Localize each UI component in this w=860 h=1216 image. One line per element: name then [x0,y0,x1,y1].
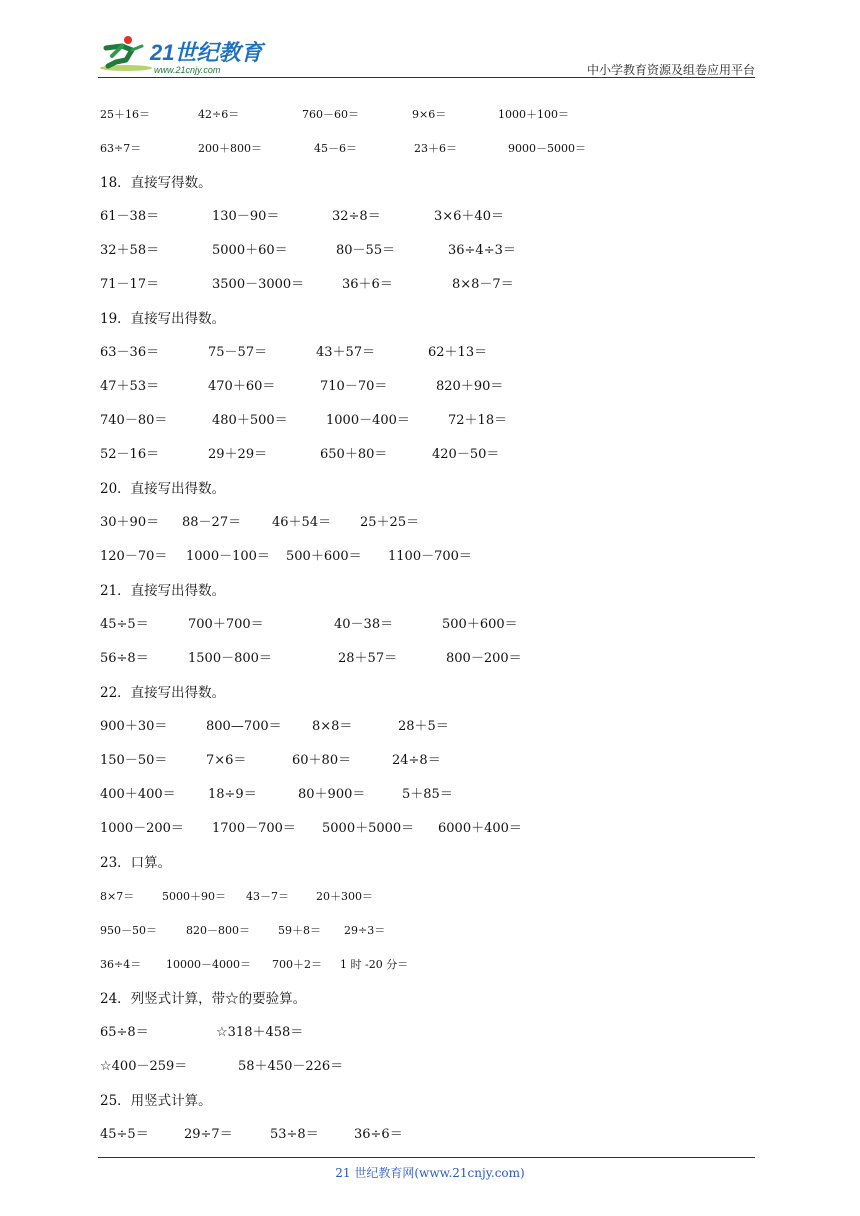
equation-item: ☆400－259＝ [100,1059,188,1074]
equation-item: 1000＋100＝ [498,108,569,121]
equation-item: 130－90＝ [212,209,280,224]
equation-item: 80－55＝ [336,243,396,258]
equation-item: 80＋900＝ [298,787,366,802]
equation-item: 1000－400＝ [326,413,410,428]
equation-row [100,608,750,642]
equation-item: 500＋600＝ [286,549,362,564]
equation-row [100,642,750,676]
equation-item: 36÷4÷3＝ [448,243,516,258]
equation-item: 32＋58＝ [100,243,160,258]
equation-item: 760－60＝ [302,108,359,121]
equation-item: 45÷5＝ [100,1127,149,1142]
equation-item: 820－800＝ [186,924,250,937]
equation-item: 30＋90＝ [100,515,160,530]
question-title: 23．口算。 [100,855,172,871]
equation-item: 42÷6＝ [198,108,240,121]
equation-item: 400＋400＝ [100,787,176,802]
footer-divider [98,1157,755,1158]
equation-row [100,132,750,166]
logo-url: www.21cnjy.com [154,65,221,75]
equation-item: 20＋300＝ [316,890,373,903]
equation-item: 29÷3＝ [344,924,386,937]
equation-item: 45－6＝ [314,142,357,155]
equation-item: 52－16＝ [100,447,160,462]
equation-item: 46＋54＝ [272,515,332,530]
equation-item: 43＋57＝ [316,345,376,360]
equation-item: 18÷9＝ [208,787,257,802]
equation-item: 5000＋60＝ [212,243,288,258]
equation-item: 53÷8＝ [270,1127,319,1142]
equation-item: 59＋8＝ [278,924,321,937]
equation-item: 950－50＝ [100,924,157,937]
equation-row [100,404,750,438]
equation-item: 63÷7＝ [100,142,142,155]
equation-item: 1 时 -20 分＝ [340,958,409,971]
equation-row [100,914,750,948]
equation-item: 9000－5000＝ [508,142,586,155]
equation-row [100,812,750,846]
equation-item: 1500－800＝ [188,651,272,666]
equation-item: 40－38＝ [334,617,394,632]
question-title: 24．列竖式计算，带☆的要验算。 [100,991,307,1007]
equation-item: 60＋80＝ [292,753,352,768]
equation-item: 36÷4＝ [100,958,142,971]
equation-row [100,948,750,982]
equation-item: 650＋80＝ [320,447,388,462]
equation-item: 25＋16＝ [100,108,150,121]
equation-item: 5000＋90＝ [162,890,226,903]
question-title: 20．直接写出得数。 [100,481,226,497]
equation-item: 3×6＋40＝ [434,209,504,224]
equation-item: 28＋57＝ [338,651,398,666]
equation-item: 24÷8＝ [392,753,441,768]
equation-item: 28＋5＝ [398,719,449,734]
equation-row [100,710,750,744]
equation-item: 45÷5＝ [100,617,149,632]
equation-item: 8×7＝ [100,890,135,903]
question-title: 18．直接写得数。 [100,175,212,191]
equation-item: 75－57＝ [208,345,268,360]
header-divider [98,77,755,78]
equation-item: 36÷6＝ [354,1127,403,1142]
equation-item: 71－17＝ [100,277,160,292]
equation-item: 43－7＝ [246,890,289,903]
equation-item: 7×6＝ [206,753,247,768]
equation-item: 5＋85＝ [402,787,453,802]
equation-item: 1000－200＝ [100,821,184,836]
equation-row [100,98,750,132]
equation-item: 710－70＝ [320,379,388,394]
equation-row [100,506,750,540]
equation-row [100,268,750,302]
equation-item: 58＋450－226＝ [238,1059,344,1074]
equation-item: ☆318＋458＝ [216,1025,304,1040]
footer-text[interactable]: 21 世纪教育网(www.21cnjy.com) [335,1166,525,1180]
page-header [98,30,755,78]
equation-row [100,1016,750,1050]
equation-item: 61－38＝ [100,209,160,224]
equation-item: 62＋13＝ [428,345,488,360]
equation-item: 470＋60＝ [208,379,276,394]
site-logo[interactable] [98,32,268,76]
equation-item: 29＋29＝ [208,447,268,462]
equation-item: 5000＋5000＝ [322,821,415,836]
equation-item: 800－200＝ [446,651,522,666]
runner-logo-icon [98,32,268,76]
equation-item: 23＋6＝ [414,142,457,155]
equation-item: 740－80＝ [100,413,168,428]
equation-item: 200＋800＝ [198,142,262,155]
equation-item: 6000＋400＝ [438,821,522,836]
equation-item: 25＋25＝ [360,515,420,530]
equation-item: 480＋500＝ [212,413,288,428]
equation-item: 150－50＝ [100,753,168,768]
equation-item: 65÷8＝ [100,1025,149,1040]
equation-item: 900＋30＝ [100,719,168,734]
equation-row [100,778,750,812]
equation-item: 32÷8＝ [332,209,381,224]
equation-item: 47＋53＝ [100,379,160,394]
equation-item: 88－27＝ [182,515,242,530]
equation-item: 700＋700＝ [188,617,264,632]
equation-item: 1100－700＝ [388,549,472,564]
equation-item: 10000－4000＝ [166,958,251,971]
equation-row [100,200,750,234]
equation-item: 29÷7＝ [184,1127,233,1142]
question-title: 19．直接写出得数。 [100,311,226,327]
equation-item: 8×8－7＝ [452,277,514,292]
equation-item: 72＋18＝ [448,413,508,428]
header-platform-text: 中小学教育资源及组卷应用平台 [586,63,755,77]
equation-item: 3500－3000＝ [212,277,305,292]
equation-item: 500＋600＝ [442,617,518,632]
exercise-content [100,98,750,1152]
equation-row [100,438,750,472]
equation-item: 800—700＝ [206,719,282,734]
equation-item: 36＋6＝ [342,277,393,292]
equation-item: 120－70＝ [100,549,168,564]
equation-item: 9×6＝ [412,108,447,121]
question-title: 25．用竖式计算。 [100,1093,212,1109]
equation-row [100,744,750,778]
question-title: 22．直接写出得数。 [100,685,226,701]
equation-item: 420－50＝ [432,447,500,462]
equation-item: 820＋90＝ [436,379,504,394]
logo-text: 21世纪教育 [150,40,263,65]
equation-row [100,370,750,404]
equation-row [100,336,750,370]
equation-item: 1700－700＝ [212,821,296,836]
equation-row [100,540,750,574]
equation-item: 700＋2＝ [272,958,322,971]
equation-item: 8×8＝ [312,719,353,734]
equation-item: 1000－100＝ [186,549,270,564]
equation-row [100,880,750,914]
equation-item: 63－36＝ [100,345,160,360]
equation-row [100,1118,750,1152]
equation-row [100,1050,750,1084]
equation-row [100,234,750,268]
question-title: 21．直接写出得数。 [100,583,226,599]
equation-item: 56÷8＝ [100,651,149,666]
